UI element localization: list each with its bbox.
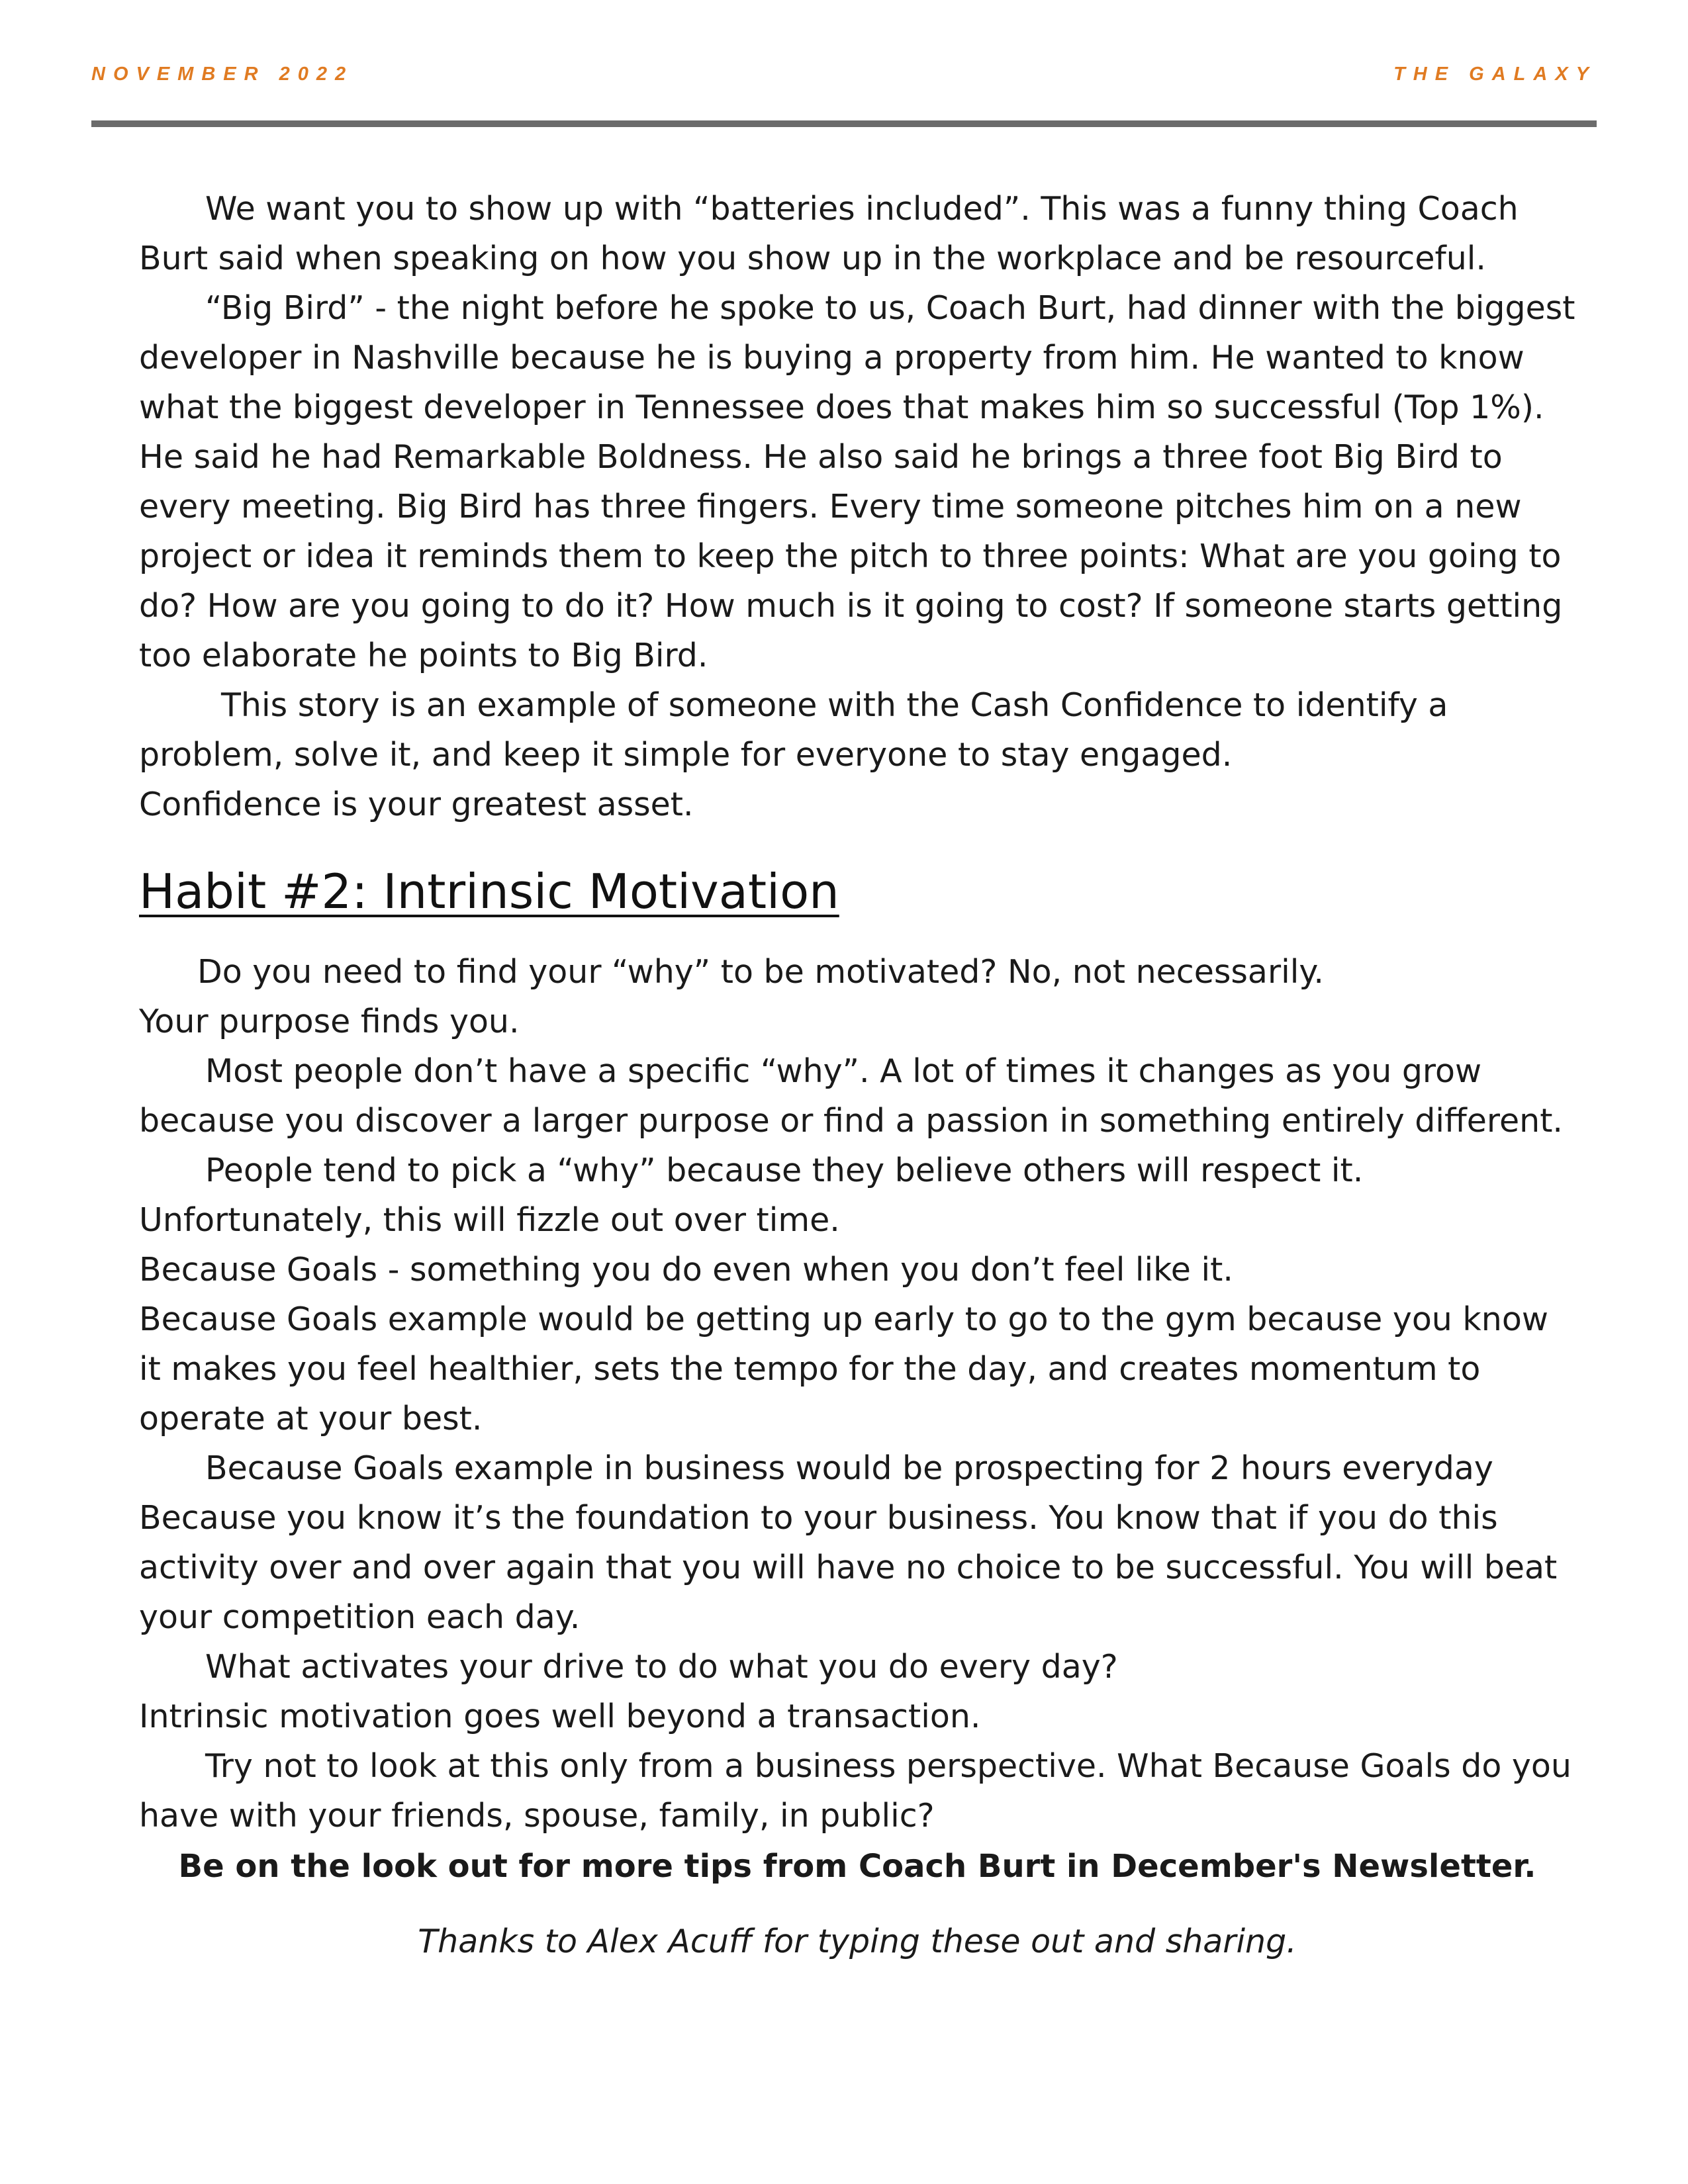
- habit-paragraph: Your purpose finds you.: [139, 1003, 520, 1040]
- thanks-note: Thanks to Alex Acuff for typing these out and sharing.: [418, 1923, 1297, 1960]
- habit-paragraph: Do you need to find your “why” to be motivated? No, not necessarily.: [197, 953, 1324, 991]
- intro-paragraph-batteries: We want you to show up with “batteries included”. This was a funny thing Coach Burt said when speaking on how you show up in the workplace and be resourceful.: [139, 190, 1519, 277]
- habit-paragraph: Because Goals - something you do even when you don’t feel like it.: [139, 1251, 1233, 1289]
- intro-paragraph-confidence: Confidence is your greatest asset.: [139, 786, 694, 823]
- habit-paragraph: Intrinsic motivation goes well beyond a transaction.: [139, 1698, 981, 1735]
- intro-paragraph-story: This story is an example of someone with the Cash Confidence to identify a problem, solve it, and keep it simple for everyone to stay engaged.: [139, 686, 1448, 774]
- habit-paragraph: People tend to pick a “why” because they believe others will respect it.: [205, 1152, 1364, 1189]
- header-date: NOVEMBER 2022: [91, 64, 354, 85]
- section-heading: Habit #2: Intrinsic Motivation: [139, 864, 839, 919]
- closing-note: Be on the look out for more tips from Coach Burt in December's Newsletter.: [178, 1848, 1536, 1885]
- habit-paragraph: What activates your drive to do what you do every day?: [205, 1648, 1118, 1686]
- habit-paragraph: Because Goals example in business would be prospecting for 2 hours everyday Because you know it’s the foundation to your business. You know that if you do this activity over and over again that you will have no choice to be successful. You will beat your competition each day.: [139, 1449, 1558, 1636]
- habit-paragraph: Unfortunately, this will fizzle out over time.: [139, 1201, 840, 1239]
- habit-paragraph: Try not to look at this only from a business perspective. What Because Goals do you have with your friends, spouse, family, in public?: [139, 1747, 1571, 1835]
- header-publication: THE GALAXY: [1393, 64, 1597, 85]
- page-header: [91, 64, 1597, 97]
- header-divider: [91, 120, 1597, 127]
- article-body: [139, 184, 1575, 1966]
- habit-paragraph: Most people don’t have a specific “why”. A lot of times it changes as you grow because you discover a larger purpose or find a passion in something entirely different.: [139, 1052, 1563, 1140]
- habit-paragraph: Because Goals example would be getting up early to go to the gym because you know it makes you feel healthier, sets the tempo for the day, and creates momentum to operate at your best.: [139, 1300, 1548, 1437]
- intro-paragraph-big-bird: “Big Bird” - the night before he spoke to us, Coach Burt, had dinner with the biggest developer in Nashville because he is buying a property from him. He wanted to know what the biggest developer in Tennessee does that makes him so successful (Top 1%). He said he had Remarkable Boldness. He also said he brings a three foot Big Bird to every meeting. Big Bird has three fingers. Every time someone pitches him on a new project or idea it reminds them to keep the pitch to three points: What are you going to do? How are you going to do it? How much is it going to cost? If someone starts getting too elaborate he points to Big Bird.: [139, 289, 1575, 674]
